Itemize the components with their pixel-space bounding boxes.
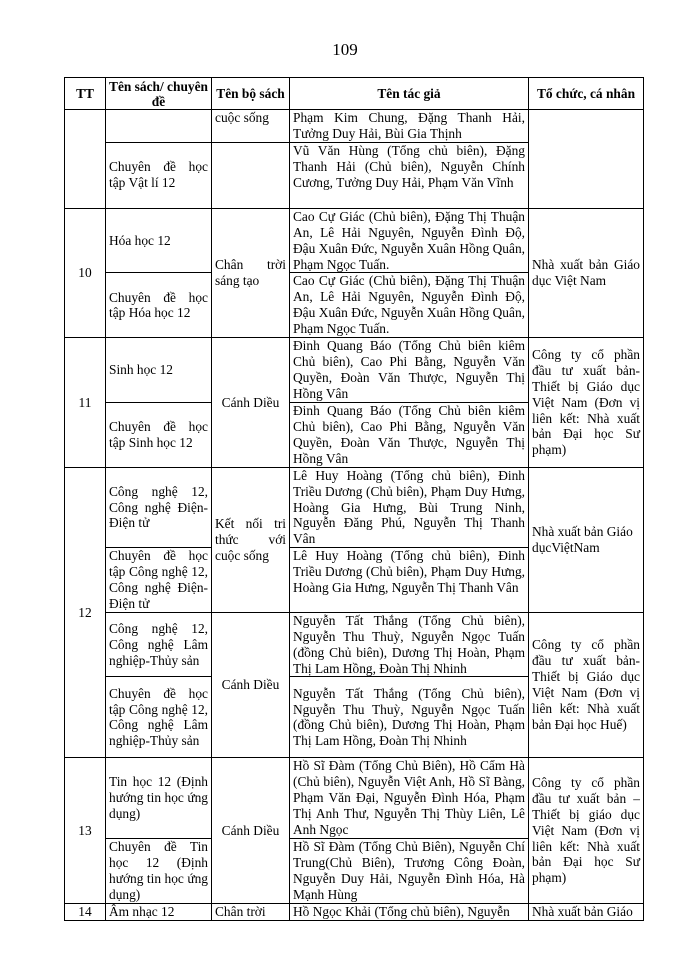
header-series: Tên bộ sách [212,78,290,110]
cell-series: Chân trời sáng tạo [212,208,290,338]
cell-tt: 10 [65,208,106,338]
cell-book: Chuyên đề học tập Công nghệ 12, Công nghệ Lâm nghiệp-Thủy sản [106,677,212,758]
cell-authors: Lê Huy Hoàng (Tổng chủ biên), Đinh Triều Dương (Chủ biên), Phạm Duy Hưng, Hoàng Gia Hưng, Nguyễn Thị Thanh Vân [290,548,529,613]
cell-org: Nhà xuất bản Giáo dụcViệtNam [529,467,644,612]
cell-book: Âm nhạc 12 [106,903,212,920]
cell-book: Hóa học 12 [106,208,212,273]
cell-authors: Hồ Sĩ Đàm (Tổng Chủ Biên), Hồ Cẩm Hà (Chủ biên), Nguyễn Việt Anh, Hồ Sĩ Bàng, Phạm Văn Đại, Nguyễn Đình Hóa, Phạm Thị Anh Thư, Nguyễn Thị Thùy Liên, Lê Anh Ngọc [290,758,529,839]
header-book: Tên sách/ chuyên đề [106,78,212,110]
header-tt: TT [65,78,106,110]
cell-org [529,110,644,209]
cell-authors: Đinh Quang Báo (Tổng Chủ biên kiêm Chủ biên), Cao Phi Bằng, Nguyễn Văn Quyền, Đoàn Văn Thược, Nguyễn Thị Hồng Vân [290,403,529,468]
cell-authors: Cao Cự Giác (Chủ biên), Đặng Thị Thuận An, Lê Hải Nguyên, Nguyễn Đình Độ, Đậu Xuân Đức, Nguyễn Xuân Hồng Quân, Phạm Ngọc Tuấn. [290,273,529,338]
cell-book: Công nghệ 12, Công nghệ Lâm nghiệp-Thủy sản [106,612,212,677]
cell-tt: 13 [65,758,106,903]
table-row [65,338,644,403]
cell-book: Chuyên đề học tập Sinh học 12 [106,403,212,468]
page-number: 109 [332,40,358,59]
table-row [65,208,644,273]
cell-series: Cánh Diều [212,338,290,467]
cell-authors: Hồ Sĩ Đàm (Tổng Chủ Biên), Nguyễn Chí Trung(Chủ Biên), Trương Công Đoàn, Nguyễn Duy Hải, Nguyễn Đình Hóa, Hà Mạnh Hùng [290,839,529,904]
cell-series: Cánh Diều [212,758,290,903]
cell-authors: Nguyễn Tất Thắng (Tổng Chủ biên), Nguyễn Thu Thuỳ, Nguyễn Ngọc Tuấn (đồng Chủ biên), Dương Thị Hoàn, Phạm Thị Lam Hồng, Đoàn Thị Nhinh [290,677,529,758]
cell-authors: Vũ Văn Hùng (Tổng chủ biên), Đặng Thanh Hải (Chủ biên), Nguyễn Chính Cương, Tưởng Duy Hải, Phạm Văn Vĩnh [290,142,529,208]
cell-series: cuộc sống [212,110,290,143]
cell-book [106,110,212,143]
cell-book: Công nghệ 12, Công nghệ Điện-Điện tử [106,467,212,548]
cell-book: Chuyên đề học tập Hóa học 12 [106,273,212,338]
cell-authors: Cao Cự Giác (Chủ biên), Đặng Thị Thuận An, Lê Hải Nguyên, Nguyễn Đình Độ, Đậu Xuân Đức, Nguyễn Xuân Hồng Quân, Phạm Ngọc Tuấn. [290,208,529,273]
textbook-table [64,77,644,921]
cell-series [212,142,290,208]
cell-series: Kết nối tri thức với cuộc sống [212,467,290,612]
cell-authors: Phạm Kim Chung, Đặng Thanh Hải, Tưởng Duy Hải, Bùi Gia Thịnh [290,110,529,143]
cell-series: Cánh Diều [212,612,290,758]
cell-authors: Đinh Quang Báo (Tổng Chủ biên kiêm Chủ biên), Cao Phi Bằng, Nguyễn Văn Quyền, Đoàn Văn Thược, Nguyễn Thị Hồng Vân [290,338,529,403]
cell-org: Công ty cổ phần đầu tư xuất bản – Thiết bị giáo dục Việt Nam (Đơn vị liên kết: Nhà xuất bản Đại học Sư phạm) [529,758,644,903]
cell-org: Nhà xuất bản Giáo dục Việt Nam [529,208,644,338]
cell-tt: 14 [65,903,106,920]
cell-book: Tin học 12 (Định hướng tin học ứng dụng) [106,758,212,839]
cell-book: Chuyên đề học tập Công nghệ 12, Công nghệ Điện-Điện tử [106,548,212,613]
cell-series: Chân trời [212,903,290,920]
header-authors: Tên tác giả [290,78,529,110]
cell-tt: 12 [65,467,106,758]
cell-tt [65,110,106,209]
cell-tt: 11 [65,338,106,467]
cell-org: Công ty cổ phần đầu tư xuất bản- Thiết bị Giáo dục Việt Nam (Đơn vị liên kết: Nhà xuất bản Đại học Huế) [529,612,644,758]
table-row [65,467,644,548]
cell-org: Nhà xuất bản Giáo [529,903,644,920]
cell-authors: Lê Huy Hoàng (Tổng chủ biên), Đinh Triều Dương (Chủ biên), Phạm Duy Hưng, Hoàng Gia Hưng, Bùi Trung Ninh, Nguyễn Đăng Phú, Nguyễn Thị Thanh Vân [290,467,529,548]
header-org: Tổ chức, cá nhân [529,78,644,110]
cell-authors: Hồ Ngọc Khải (Tổng chủ biên), Nguyễn [290,903,529,920]
header-row [65,78,644,110]
cell-book: Chuyên đề học tập Vật lí 12 [106,142,212,208]
cell-org: Công ty cổ phần đầu tư xuất bản- Thiết bị Giáo dục Việt Nam (Đơn vị liên kết: Nhà xuất bản Đại học Sư phạm) [529,338,644,467]
table-row [65,903,644,920]
table-row [65,758,644,839]
table-row [65,110,644,143]
cell-book: Chuyên đề Tin học 12 (Định hướng tin học ứng dụng) [106,839,212,904]
cell-book: Sinh học 12 [106,338,212,403]
table-row [65,612,644,677]
cell-authors: Nguyễn Tất Thắng (Tổng Chủ biên), Nguyễn Thu Thuỳ, Nguyễn Ngọc Tuấn (đồng Chủ biên), Dương Thị Hoàn, Phạm Thị Lam Hồng, Đoàn Thị Nhinh [290,612,529,677]
